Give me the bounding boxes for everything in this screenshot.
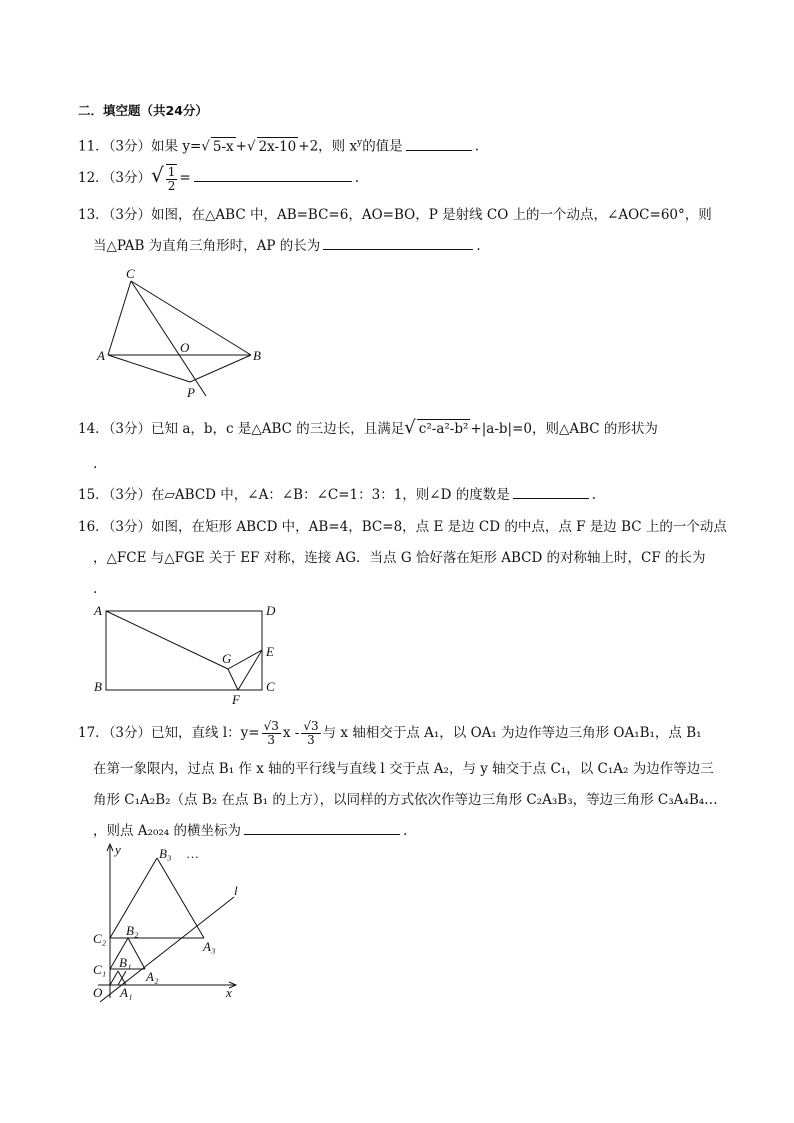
q11-sup: y [357,138,363,148]
q13-score: （3分） [108,207,152,223]
label-y: y [115,842,121,857]
question-11 [78,134,479,156]
q17-line4: ，则点 A₂₀₂₄ 的横坐标为 [93,823,241,839]
answer-blank[interactable] [194,180,352,182]
label-B: B [253,348,261,363]
label-F: F [232,692,240,707]
q11-score: （3分） [108,138,152,155]
label-dots: … [186,846,199,861]
q15-text: 在▱ABCD 中，∠A：∠B：∠C=1：3：1，则∠D 的度数是 [151,487,510,503]
label-G: G [222,651,232,666]
q17-coordinate-figure [88,840,248,1008]
sqrt-sign-icon: √ [246,138,256,155]
q16-rectangle-figure [88,600,288,710]
q11-radicand-1: 5-x [212,138,234,155]
question-12 [78,164,359,193]
q14-text-b: +|a-b|=0，则△ABC 的形状为 [470,421,658,437]
q16-number: 16． [78,519,109,535]
q11-text-c: 的值是 [362,138,403,155]
q15-number: 15． [78,487,109,503]
label-C: C [266,679,275,694]
q17-x1: x - [282,725,300,741]
answer-blank[interactable] [244,833,400,835]
q17-fraction-2 [301,720,320,747]
answer-blank[interactable] [323,248,473,250]
q12-frac-num: 1 [167,165,176,179]
q17-frac1-num: √3 [263,719,279,733]
label-O: O [93,985,103,1000]
label-A1: A₁ [120,985,133,1000]
q12-fraction [166,164,178,193]
label-A: A [94,603,102,618]
q17-score: （3分） [108,725,152,741]
q11-plus: + [235,138,247,155]
question-16-line-2: ，△FCE 与△FGE 关于 EF 对称，连接 AG．当点 G 恰好落在矩形 ABCD 的对称轴上时，CF 的长为 [93,550,706,566]
q11-number: 11． [78,138,109,155]
label-O: O [180,340,190,355]
label-B: B [94,679,102,694]
question-17-line-2: 在第一象限内，过点 B₁ 作 x 轴的平行线与直线 l 交于点 A₂，与 y 轴交于点 C₁，以 C₁A₂ 为边作等边三 [93,761,714,777]
question-17-line-1 [78,720,702,747]
q14-number: 14． [78,421,109,437]
sqrt-sign-icon: √ [404,417,416,438]
label-l: l [234,883,238,898]
q12-eq: = [179,170,191,186]
q16-score: （3分） [108,519,152,535]
q17-text-a: 已知，直线 l：y= [151,725,260,741]
q12-frac-den: 2 [167,179,176,193]
label-B1: B₁ [119,955,132,970]
q11-end: . [474,138,479,155]
question-13-line-1 [78,206,712,224]
label-E: E [266,644,274,659]
question-14-line-2: . [93,456,98,472]
label-B2: B₂ [126,923,139,938]
q17-frac1-den: 3 [267,733,276,747]
q14-radicand: c²-a²-b² [418,421,469,437]
label-A: A [97,348,105,363]
label-C: C [126,266,135,281]
q17-frac2-den: 3 [307,733,315,747]
q13-triangle-figure [88,264,278,404]
label-A2: A₂ [146,969,159,984]
label-B3: B₃ [159,846,172,861]
label-C1: C₁ [93,962,107,977]
q11-text-b: +2，则 x [298,138,358,155]
q17-text-b: 与 x 轴相交于点 A₁，以 OA₁ 为边作等边三角形 OA₁B₁，点 B₁ [322,725,702,741]
q14-score: （3分） [108,421,152,437]
q13-line2: 当△PAB 为直角三角形时，AP 的长为 [93,238,321,254]
question-17-line-3: 角形 C₁A₂B₂（点 B₂ 在点 B₁ 的上方），以同样的方式依次作等边三角形 C₂A₃B₃，等边三角形 C₃A₄B₄… [93,792,718,808]
sqrt-sign-icon: √ [201,138,210,155]
q12-end: . [354,170,360,186]
question-17-line-4 [93,822,407,840]
sqrt-sign-icon: √ [151,163,164,187]
label-A3: A₃ [203,939,216,954]
q17-frac2-num: √3 [303,719,319,733]
q13-end: . [476,238,481,254]
q13-number: 13． [78,207,109,223]
q13-line1: 如图，在△ABC 中，AB=BC=6，AO=BO，P 是射线 CO 上的一个动点，∠AOC=60°，则 [151,207,712,223]
label-D: D [266,603,276,618]
q17-end: . [402,823,408,839]
q14-text-a: 已知 a，b，c 是△ABC 的三边长，且满足 [151,421,405,437]
question-14-line-1 [78,419,658,438]
answer-blank[interactable] [406,149,472,151]
q11-text-a: 如果 y= [151,138,202,155]
section-title: 二．填空题（共24分） [78,103,208,118]
question-16-line-1 [78,518,727,536]
label-P: P [187,385,195,400]
q12-score: （3分） [108,170,152,186]
q11-radicand-2: 2x-10 [258,138,297,155]
q15-score: （3分） [108,487,152,503]
answer-blank[interactable] [513,497,589,499]
label-C2: C₂ [93,931,107,946]
q15-end: . [591,487,597,503]
q17-number: 17． [78,725,109,741]
label-x: x [226,985,232,1000]
question-13-line-2 [93,237,481,255]
question-15 [78,486,596,504]
question-16-line-3: . [93,581,98,597]
q16-line1: 如图，在矩形 ABCD 中，AB=4，BC=8，点 E 是边 CD 的中点，点 F 是边 BC 上的一个动点 [151,519,727,535]
q12-number: 12． [78,170,109,186]
q17-fraction-1 [262,720,281,747]
